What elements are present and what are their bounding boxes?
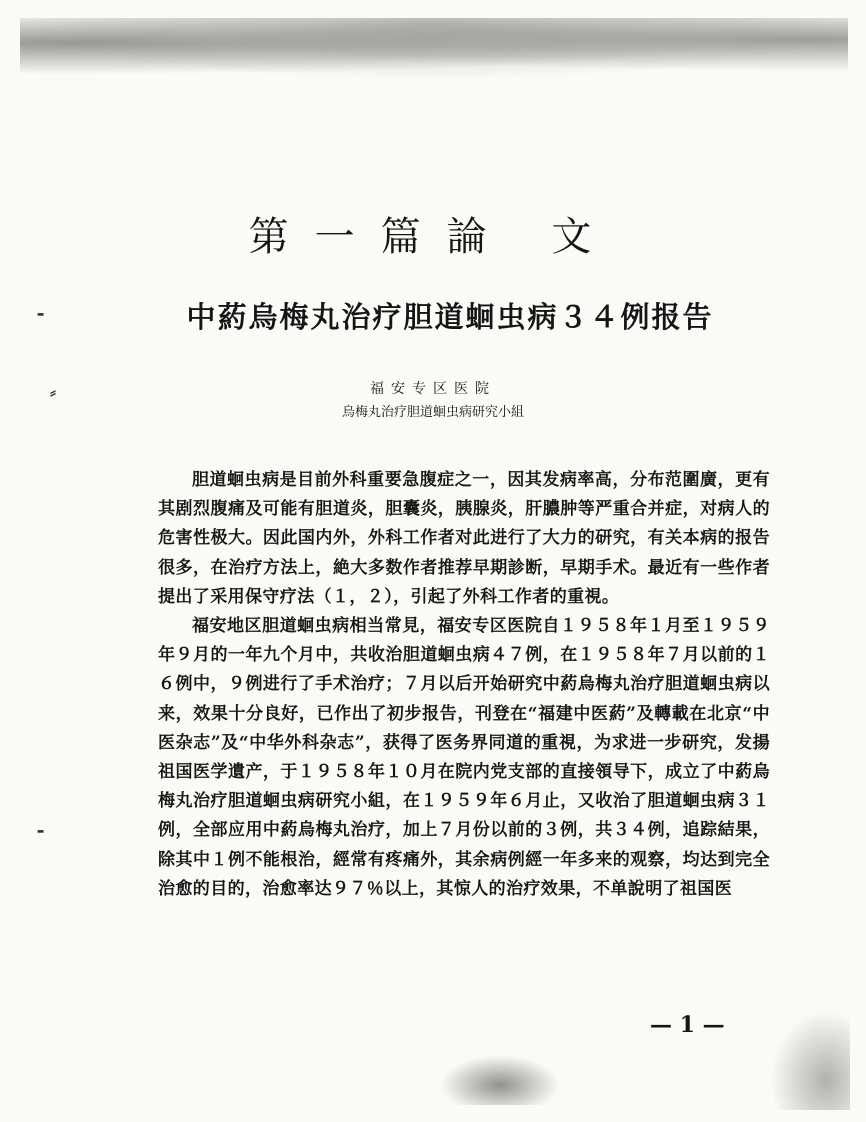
article-body: [158, 466, 770, 904]
margin-binding-mark: ⁃: [36, 822, 45, 843]
article-title: 中葯烏梅丸治疗胆道蛔虫病３４例报告: [186, 300, 714, 334]
margin-binding-mark: ⸗: [50, 382, 56, 403]
page-number: — 1 —: [650, 1012, 725, 1038]
scan-smudge: [770, 1010, 850, 1110]
paragraph: 福安地区胆道蛔虫病相当常見，福安专区医院自１９５８年１月至１９５９年９月的一年九个月中，共收治胆道蛔虫病４７例，在１９５８年７月以前的１６例中，９例进行了手术治疗；７月以后开始研究中葯烏梅丸治疗胆道蛔虫病以来，效果十分良好，已作出了初步报告，刊登在“福建中医葯”及轉載在北京“中医杂志”及“中华外科杂志”，获得了医务界同道的重視，为求进一步研究，发揚祖国医学遺产，于１９５８年１０月在院内党支部的直接領导下，成立了中葯烏梅丸治疗胆道蛔虫病研究小組，在１９５９年６月止，又收治了胆道蛔虫病３１例，全部应用中葯烏梅丸治疗，加上７月份以前的３例，共３４例，追踪結果，除其中１例不能根治，經常有疼痛外，其余病例經一年多来的观察，均达到完全治愈的目的，治愈率达９７％以上，其惊人的治疗效果，不单說明了祖国医: [158, 616, 770, 899]
paragraph: 胆道蛔虫病是目前外科重要急腹症之一，因其发病率高，分布范圍廣，更有其剧烈腹痛及可能有胆道炎，胆囊炎，胰腺炎，肝膿肿等严重合并症，对病人的危害性极大。因此国内外，外科工作者对此进行了大力的研究，有关本病的报告很多，在治疗方法上，絶大多数作者推荐早期診断，早期手术。最近有一些作者提出了采用保守疗法（１，２），引起了外科工作者的重視。: [158, 470, 770, 607]
margin-binding-mark: ⁃: [36, 305, 45, 326]
scan-smudge: [440, 1055, 560, 1105]
scan-edge-shadow: [20, 18, 848, 80]
author-institution: 福安专区医院: [370, 381, 496, 397]
author-group: 烏梅丸治疗胆道蛔虫病研究小組: [341, 405, 524, 420]
part-title: 第一篇論 文: [248, 214, 618, 260]
